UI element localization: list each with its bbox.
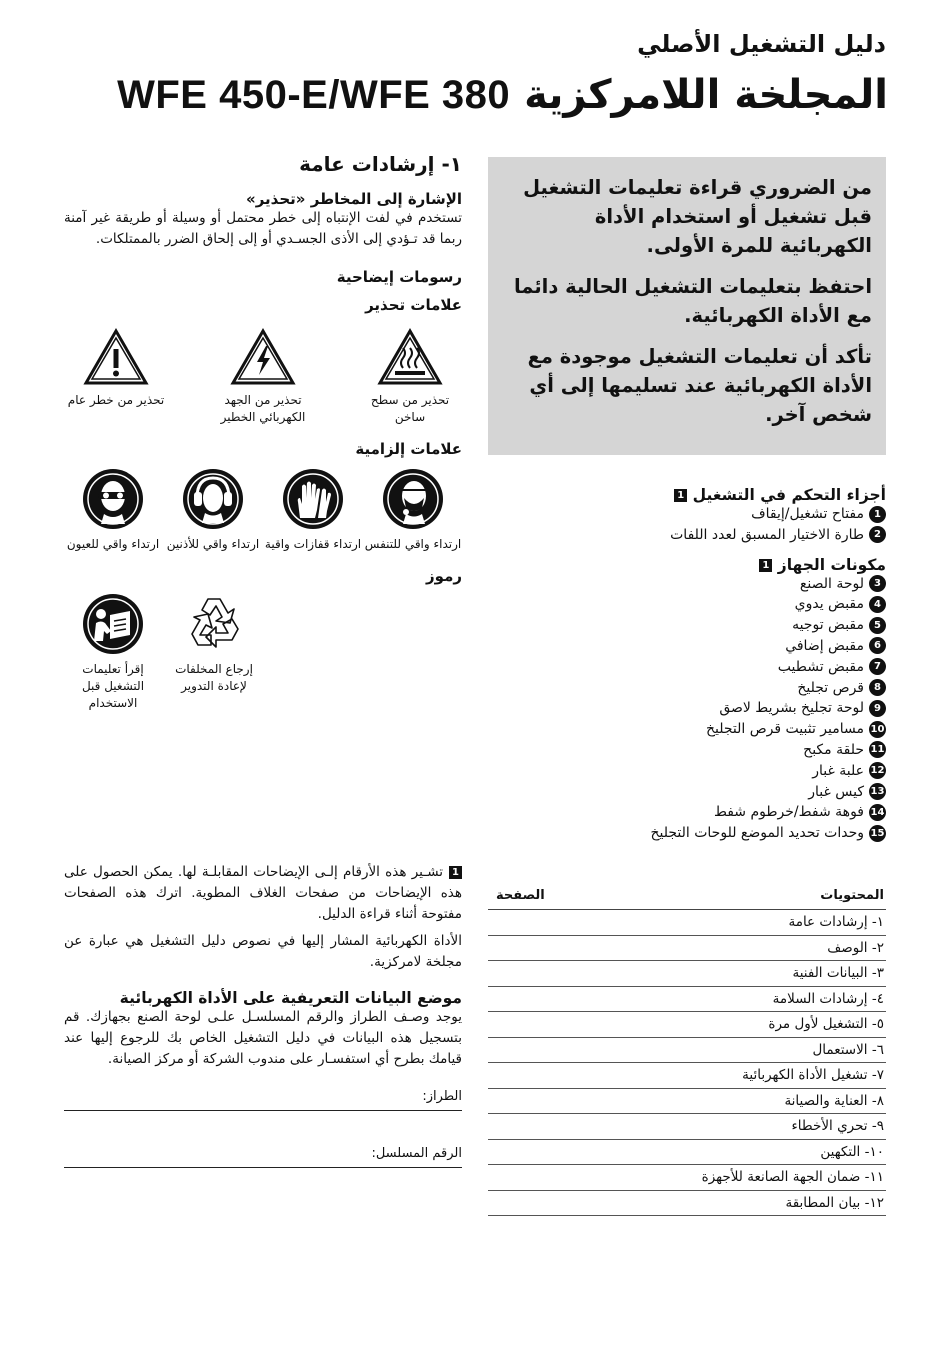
figure-note-text	[64, 862, 462, 925]
warning-sign	[64, 328, 168, 426]
title-model: WFE 450-E/WFE 380	[117, 73, 511, 117]
notice-paragraph: من الضروري قراءة تعليمات التشغيل قبل تشغيل أو استخدام الأداة الكهربائية للمرة الأولى.	[523, 176, 872, 257]
toc-rows	[488, 910, 886, 1216]
toc-row[interactable]: ١- إرشادات عامة	[488, 910, 886, 936]
part-label: طارة الاختيار المسبق لعدد اللفات	[670, 526, 864, 543]
part-label: مقبض تشطيب	[777, 658, 864, 675]
toc-row[interactable]: ٤- إرشادات السلامة	[488, 987, 886, 1013]
id-fields	[64, 1080, 462, 1168]
toc-row[interactable]: ٨- العناية والصيانة	[488, 1089, 886, 1115]
gloves-icon	[282, 468, 344, 530]
part-number-badge: 15	[869, 825, 886, 842]
part-number-badge: 4	[869, 596, 886, 613]
part-number-badge: 2	[869, 526, 886, 543]
mandatory-sign-label: ارتداء واقي للتنفس	[364, 537, 462, 551]
part-label: لوحة الصنع	[799, 575, 864, 592]
document-subtitle: دليل التشغيل الأصلي	[637, 30, 886, 58]
hot-surface-icon	[377, 328, 443, 386]
part-item	[488, 615, 886, 636]
symbol	[162, 593, 266, 712]
part-number-badge: 5	[869, 617, 886, 634]
part-number-badge: 6	[869, 637, 886, 654]
part-label: مقبض إضافي	[785, 637, 864, 654]
document-title	[117, 72, 888, 118]
components-heading-text: مكونات الجهاز	[777, 555, 886, 574]
part-number-badge: 10	[869, 721, 886, 738]
part-label: كيس غبار	[808, 783, 864, 800]
part-label: فوهة شفط/خرطوم شفط	[713, 804, 864, 821]
figure-note-body: تشـير هذه الأرقام إلـى الإيضاحات المقابلـة لها. يمكن الحصول على هذه الإيضاحات من صفحات الغلاف المطوية. اترك هذه الصفحات مفتوحة أثناء قراءة الدليل.	[64, 864, 462, 922]
part-number-badge: 14	[869, 804, 886, 821]
mandatory-sign	[264, 468, 362, 553]
toc-row[interactable]: ٩- تحري الأخطاء	[488, 1114, 886, 1140]
warning-sign-label: تحذير من خطر عام	[67, 393, 165, 407]
read-manual-icon	[82, 593, 144, 655]
part-number-badge: 3	[869, 575, 886, 592]
hazard-text: تستخدم في لفت الإنتباه إلى خطر محتمل أو وسيلة أو طريقة غير آمنة ربما قد تـؤدي إلى الأذى الجسـدي أو إلى إلحاق الضرر بالممتلكات.	[64, 210, 462, 247]
controls-list	[488, 504, 886, 546]
symbol-label: إرجاع المخلفات لإعادة التدوير	[175, 662, 253, 693]
symbols-row	[64, 593, 462, 712]
toc-row[interactable]: ٣- البيانات الفنية	[488, 961, 886, 987]
toc-row[interactable]: ٥- التشغيل لأول مرة	[488, 1012, 886, 1038]
mandatory-sign-label: ارتداء واقي للعيون	[66, 537, 160, 551]
part-label: حلقة مكبح	[803, 741, 864, 758]
mandatory-sign-label: ارتداء واقي للأذنين	[166, 537, 260, 551]
notice-paragraph: احتفظ بتعليمات التشغيل الحالية دائما مع الأداة الكهربائية.	[513, 275, 872, 327]
figure-ref-box: 1	[759, 559, 772, 572]
id-data-text: يوجد وصـف الطراز والرقم المسلسـل علـى لوحة الصنع بجهازك. قم بتسجيل هذه البيانات في دليل التشغيل الخاص بك للرجوع إليها عند قيامك بطرح أي استفسـار على مندوب الشركة أو مركز الصيانة.	[64, 1009, 462, 1067]
part-item	[488, 636, 886, 657]
high-voltage-icon	[230, 328, 296, 386]
warning-sign-label: تحذير من سطح ساخن	[370, 393, 450, 424]
model-label: الطراز:	[422, 1089, 462, 1104]
notice-box	[488, 157, 886, 455]
warning-sign	[358, 328, 462, 426]
symbol	[64, 593, 162, 712]
part-label: مقبض يدوي	[794, 596, 864, 613]
mandatory-signs-heading: علامات إلزامية	[355, 440, 462, 458]
part-label: مقبض توجيه	[792, 617, 864, 634]
illustrations-heading: رسومات إيضاحية	[336, 268, 462, 286]
components-heading	[488, 556, 886, 574]
toc-row[interactable]: ٧- تشغيل الأداة الكهربائية	[488, 1063, 886, 1089]
part-item	[488, 698, 886, 719]
part-number-badge: 11	[869, 741, 886, 758]
part-label: لوحة تجليخ بشريط لاصق	[719, 700, 864, 717]
part-item	[488, 594, 886, 615]
toc-row[interactable]: ٦- الاستعمال	[488, 1038, 886, 1064]
mandatory-sign	[164, 468, 262, 553]
part-item	[488, 574, 886, 595]
controls-heading	[488, 486, 886, 504]
toc-header	[488, 888, 886, 910]
symbols-heading: رموز	[426, 567, 462, 585]
part-item	[488, 740, 886, 761]
ear-protection-icon	[182, 468, 244, 530]
figure-note-text2: الأداة الكهربائية المشار إليها في نصوص دليل التشغيل هي عبارة عن مجلخة لامركزية.	[64, 933, 462, 970]
controls-heading-text: أجزاء التحكم في التشغيل	[692, 486, 886, 504]
mandatory-signs-row	[64, 468, 462, 553]
parts-section	[488, 486, 886, 844]
part-number-badge: 12	[869, 762, 886, 779]
part-item	[488, 802, 886, 823]
symbol-label: إقرأ تعليمات التشغيل قبل الاستخدام	[81, 662, 145, 710]
part-item	[488, 678, 886, 699]
components-list	[488, 574, 886, 844]
notice-paragraph: تأكد أن تعليمات التشغيل موجودة مع الأداة الكهربائية عند تسليمها إلى أي شخص آخر.	[527, 345, 872, 426]
warning-sign	[205, 328, 321, 426]
toc-row[interactable]: ٢- الوصف	[488, 936, 886, 962]
part-item	[488, 782, 886, 803]
warning-signs-heading: علامات تحذير	[365, 296, 462, 314]
toc-row[interactable]: ١١- ضمان الجهة الصانعة للأجهزة	[488, 1165, 886, 1191]
part-number-badge: 7	[869, 658, 886, 675]
model-field[interactable]	[64, 1080, 462, 1111]
warning-signs-row	[64, 328, 462, 426]
part-label: مسامير تثبيت قرص التجليخ	[705, 721, 864, 738]
part-label: قرص تجليخ	[797, 679, 864, 696]
part-item	[488, 525, 886, 546]
title-name: المجلخة اللامركزية	[524, 72, 888, 118]
part-label: مفتاح تشغيل/إيقاف	[751, 506, 864, 522]
part-number-badge: 8	[869, 679, 886, 696]
general-instructions-column	[64, 152, 462, 712]
figure-note-section	[64, 862, 462, 1168]
respirator-icon	[382, 468, 444, 530]
part-item	[488, 504, 886, 525]
section-heading: ١- إرشادات عامة	[299, 152, 462, 176]
toc-heading: المحتويات	[820, 888, 884, 903]
id-data-heading: موضع البيانات التعريفية على الأداة الكهربائية	[119, 989, 462, 1007]
part-number-badge: 13	[869, 783, 886, 800]
figure-ref-box: 1	[449, 866, 462, 879]
serial-field[interactable]	[64, 1137, 462, 1168]
part-number-badge: 1	[869, 506, 886, 523]
mandatory-sign	[364, 468, 462, 553]
part-label: وحدات تحديد الموضع للوحات التجليخ	[650, 825, 864, 842]
eye-protection-icon	[82, 468, 144, 530]
figure-ref-box: 1	[674, 489, 687, 502]
mandatory-sign	[64, 468, 162, 553]
part-item	[488, 823, 886, 844]
part-item	[488, 761, 886, 782]
general-danger-icon	[83, 328, 149, 386]
part-label: علبة غبار	[812, 762, 864, 779]
recycle-icon	[180, 593, 248, 655]
part-item	[488, 657, 886, 678]
table-of-contents	[488, 888, 886, 1216]
warning-sign-label: تحذير من الجهد الكهربائي الخطير	[220, 393, 306, 424]
serial-label: الرقم المسلسل:	[371, 1146, 462, 1161]
mandatory-sign-label: ارتداء قفازات واقية	[264, 537, 362, 551]
toc-page-heading: الصفحة	[496, 888, 545, 903]
hazard-heading: الإشارة إلى المخاطر «تحذير»	[246, 190, 462, 208]
toc-row[interactable]: ١٠- التكهين	[488, 1140, 886, 1166]
part-number-badge: 9	[869, 700, 886, 717]
part-item	[488, 719, 886, 740]
toc-row[interactable]: ١٢- بيان المطابقة	[488, 1191, 886, 1217]
